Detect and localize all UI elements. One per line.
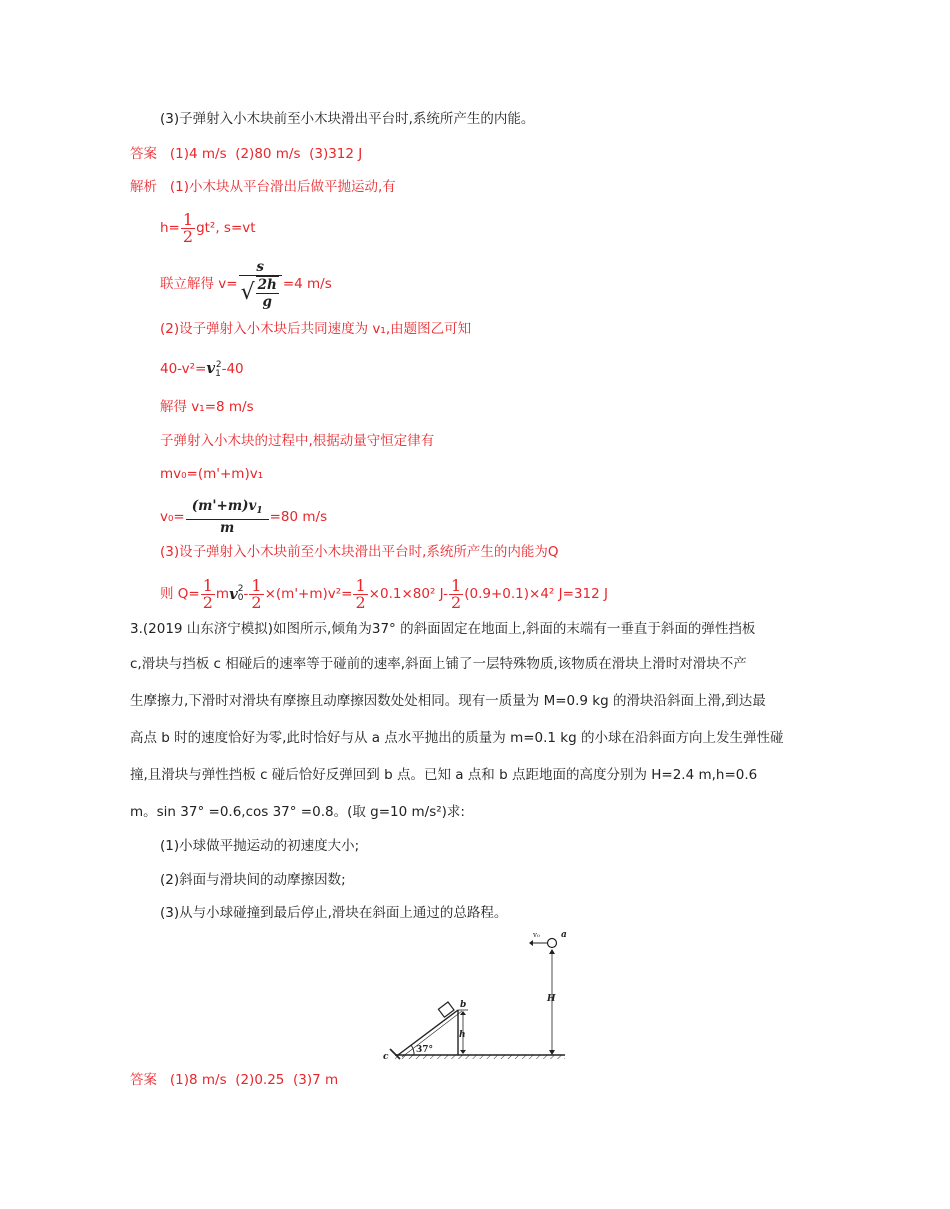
ball-a <box>548 939 557 948</box>
eq1-fraction <box>181 209 195 246</box>
eq5-frac-d <box>449 575 463 612</box>
eq1-den: 2 <box>182 226 194 246</box>
q3-line-2: c,滑块与挡板 c 相碰后的速率等于碰前的速率,斜面上铺了一层特殊物质,该物质在滑块上滑时对滑块不产 <box>130 656 747 672</box>
v0-arrow-icon <box>529 940 533 946</box>
eq1-post: gt², s=vt <box>196 220 256 236</box>
analysis-label: 解析 <box>130 179 157 195</box>
equation-3: $40-v^2=v_1^2-40$ <box>160 359 244 379</box>
label-H: H <box>547 994 556 1004</box>
eq1-num: 1 <box>182 209 194 229</box>
q3-line-1: 3.(2019 山东济宁模拟)如图所示,倾角为37° 的斜面固定在地面上,斜面的末端有一垂直于斜面的弹性挡板 <box>130 621 756 637</box>
equation-5: 则 Q= $\frac{1}{2}$ m v 2 0 - $\frac{1}{2}$ ×(m'+m)v²= $\frac{1}{2}$ ×0.1×80² J- $\frac{1}{2}$ (0.9+0.1)×4² J=312 J <box>160 575 608 612</box>
eq4-fraction: $\frac{(m'+m)v_1}{m}$ <box>186 498 269 536</box>
eq5-frac-d-num: 1 <box>451 575 462 595</box>
eq5-frac-a-den: 2 <box>202 592 213 612</box>
eq5-end: (0.9+0.1)×4² J=312 J <box>464 586 608 602</box>
q3-part-3: (3)从与小球碰撞到最后停止,滑块在斜面上通过的总路程。 <box>160 905 508 921</box>
eq2-pre: 联立解得 v= <box>160 276 238 292</box>
eq5-m: m <box>215 586 230 602</box>
eq5-frac-b-den: 2 <box>251 592 262 612</box>
eq2-den <box>239 275 282 310</box>
analysis-part-4: 子弹射入小木块的过程中,根据动量守恒定律有 <box>160 433 435 449</box>
label-b: b <box>460 1000 467 1010</box>
eq5-frac-b <box>249 575 263 612</box>
eq5-frac-c-num: 1 <box>355 575 366 595</box>
eq5-v: v <box>229 585 238 603</box>
eq5-frac-c-den: 2 <box>355 592 366 612</box>
label-v0: v₀ <box>533 931 540 939</box>
answer-text: (1)4 m/s (2)80 m/s (3)312 J <box>169 146 363 162</box>
eq3-v: v <box>206 359 216 377</box>
angle-label: 37° <box>416 1045 434 1055</box>
eq3-post: -40 <box>221 361 244 377</box>
analysis-part-1: (1)小木块从平台滑出后做平抛运动,有 <box>169 179 396 195</box>
question-part-3: (3)子弹射入小木块前至小木块滑出平台时,系统所产生的内能。 <box>160 111 535 127</box>
eq2-fraction <box>239 259 282 310</box>
label-a: a <box>561 930 567 940</box>
analysis-part-2: (2)设子弹射入小木块后共同速度为 v₁,由题图乙可知 <box>160 321 472 337</box>
eq4-post: =80 m/s <box>269 509 328 525</box>
eq2-radicand <box>256 276 279 310</box>
physics-figure <box>380 925 570 1065</box>
q3-answer-line <box>130 1071 338 1089</box>
eq1-pre: h= <box>160 220 180 236</box>
analysis-part-3: 解得 v₁=8 m/s <box>160 399 254 415</box>
q3-part-2: (2)斜面与滑块间的动摩擦因数; <box>160 872 346 888</box>
answer-line <box>130 145 362 163</box>
eq5-frac-a-num: 1 <box>202 575 213 595</box>
analysis-line <box>130 178 396 196</box>
label-c: c <box>383 1052 389 1062</box>
analysis-part-6: (3)设子弹射入小木块前至小木块滑出平台时,系统所产生的内能为Q <box>160 544 559 560</box>
answer-label: 答案 <box>130 146 157 162</box>
q3-answer-label: 答案 <box>130 1072 157 1088</box>
eq2-rnum: 2h <box>257 276 277 293</box>
equation-1 <box>160 210 256 246</box>
q3-answer-text: (1)8 m/s (2)0.25 (3)7 m <box>169 1072 339 1088</box>
eq5-mid2: ×0.1×80² J- <box>368 586 449 602</box>
label-h: h <box>459 1030 466 1040</box>
analysis-part-5: mv₀=(m'+m)v₁ <box>160 466 264 482</box>
eq2-rden: g <box>262 293 272 310</box>
eq4-num: (m'+m)v <box>191 498 257 514</box>
q3-line-3: 生摩擦力,下滑时对滑块有摩擦且动摩擦因数处处相同。现有一质量为 M=0.9 kg 的滑块沿斜面上滑,到达最 <box>130 693 766 709</box>
eq5-frac-d-den: 2 <box>451 592 462 612</box>
q3-line-4: 高点 b 时的速度恰好为零,此时恰好与从 a 点水平抛出的质量为 m=0.1 kg 的小球在沿斜面方向上发生弹性碰 <box>130 730 784 746</box>
eq3-pre: 40-v²= <box>160 361 207 377</box>
eq2-num: s <box>256 258 265 275</box>
eq4-pre: v₀= <box>160 509 185 525</box>
eq5-frac-a <box>201 575 215 612</box>
sqrt-icon: √ <box>240 279 255 305</box>
eq4-den: m <box>220 520 235 536</box>
q3-line-6: m。sin 37° =0.6,cos 37° =0.8。(取 g=10 m/s²)求: <box>130 804 465 820</box>
equation-4 <box>160 494 327 540</box>
eq5-frac-c <box>353 575 367 612</box>
equation-2 <box>160 252 332 316</box>
eq5-frac-b-num: 1 <box>251 575 262 595</box>
eq2-post: =4 m/s <box>282 276 332 292</box>
eq5-mid: ×(m'+m)v²= <box>264 586 353 602</box>
eq5-pre: 则 Q= <box>160 586 200 602</box>
q3-part-1: (1)小球做平抛运动的初速度大小; <box>160 838 360 854</box>
q3-line-5: 撞,且滑块与弹性挡板 c 碰后恰好反弹回到 b 点。已知 a 点和 b 点距地面的高度分别为 H=2.4 m,h=0.6 <box>130 767 758 783</box>
